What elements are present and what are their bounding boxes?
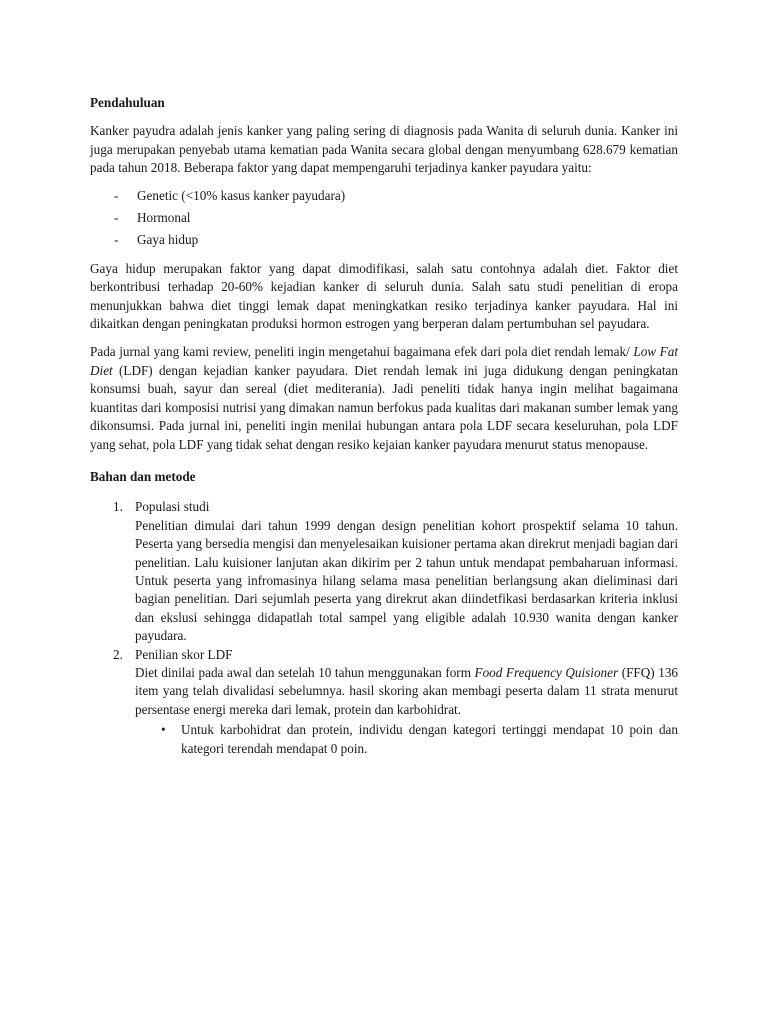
item-number: 2. [113, 646, 123, 662]
paragraph-text: (FFQ) 136 item yang telah divalidasi sebelumnya. hasil skoring akan membagi peserta dalam 11 strata menurut persentase energi mereka dari lemak, protein dan karbohidrat. [135, 664, 679, 717]
bullet-marker: • [161, 722, 166, 738]
dash-marker: - [114, 232, 119, 248]
bullet-text: Untuk karbohidrat dan protein, individu dengan kategori tertinggi mendapat 10 poin dan kategori terendah mendapat 0 poin. [181, 722, 678, 756]
paragraph-text: Pada jurnal yang kami review, peneliti ingin mengetahui bagaimana efek dari pola diet rendah lemak/ [90, 344, 634, 360]
list-item [90, 187, 678, 205]
intro-heading: Pendahuluan [90, 95, 165, 110]
list-item-text: Gaya hidup [137, 232, 199, 248]
item-number: 1. [113, 499, 123, 515]
item-text: Penelitian dimulai dari tahun 1999 dengan design penelitian kohort prospektif selama 10 tahun. Peserta yang bersedia mengisi dan menyelesaikan kuisioner pertama akan direkrut menjadi bagian dari penelitian. Lalu kuisioner lanjutan akan dikirim per 2 tahun untuk mendapat pembaharuan informasi. Untuk peserta yang infromasinya hilang selama masa penelitian berlangsung akan dieliminasi dari bagian penelitian. Dari sejumlah peserta yang direkrut akan diindetfikasi berdasarkan kriteria inklusi dan ekslusi sehingga didapatlah total sampel yang eligible adalah 10.930 wanita dengan kanker payudara. [135, 517, 678, 644]
intro-paragraph-2: Gaya hidup merupakan faktor yang dapat dimodifikasi, salah satu contohnya adalah diet. Faktor diet berkontribusi terhadap 20-60% kejadian kanker di seluruh dunia. Salah satu studi penelitian di eropa menunjukkan bahwa diet tinggi lemak dapat meningkatkan resiko terjadinya kanker payudara. Hal ini dikaitkan dengan peningkatan produksi hormon estrogen yang berperan dalam pertumbuhan sel payudara. [90, 260, 678, 332]
methods-item [90, 498, 678, 645]
italic-term: Food Frequency Quisioner [474, 664, 619, 680]
item-title: Populasi studi [135, 499, 210, 515]
italic-term: Low Fat Diet [90, 344, 678, 378]
intro-paragraph-1: Kanker payudra adalah jenis kanker yang paling sering di diagnosis pada Wanita di seluruh dunia. Kanker ini juga merupakan penyebab utama kematian pada Wanita secara global dengan menyumbang 628.679 kematian pada tahun 2018. Beberapa faktor yang dapat mempengaruhi terjadinya kanker payudara yaitu: [90, 123, 678, 176]
list-item [90, 231, 678, 249]
paragraph-text: Diet dinilai pada awal dan setelah 10 tahun menggunakan form [135, 664, 475, 680]
bullet-item [135, 721, 678, 758]
list-item-text: Hormonal [137, 210, 191, 226]
methods-heading: Bahan dan metode [90, 468, 196, 484]
list-item-text: Genetic (<10% kasus kanker payudara) [137, 187, 346, 203]
paragraph-text: (LDF) dengan kejadian kanker payudara. Diet rendah lemak ini juga didukung dengan peningkatan konsumsi buah, sayur dan sereal (diet mediterania). Jadi peneliti tidak hanya ingin melihat bagaimana kuantitas dari komposisi nutrisi yang dimakan namun berfokus pada kualitas dari makanan sumber lemak yang dikonsumsi. Pada jurnal ini, peneliti ingin menilai hubungan antara pola LDF secara keseluruhan, pola LDF yang sehat, pola LDF yang tidak sehat dengan resiko kejaian kanker payudara menurut status menopause. [90, 362, 678, 452]
methods-list [90, 498, 678, 758]
risk-factor-list [90, 187, 678, 250]
dash-marker: - [114, 210, 119, 226]
scoring-bullet-list [135, 721, 678, 758]
document-content [90, 94, 678, 758]
item-text [135, 664, 678, 719]
dash-marker: - [114, 187, 119, 203]
item-title: Penilian skor LDF [135, 646, 233, 662]
intro-paragraph-3 [90, 343, 678, 453]
list-item [90, 209, 678, 227]
methods-item [90, 646, 678, 758]
